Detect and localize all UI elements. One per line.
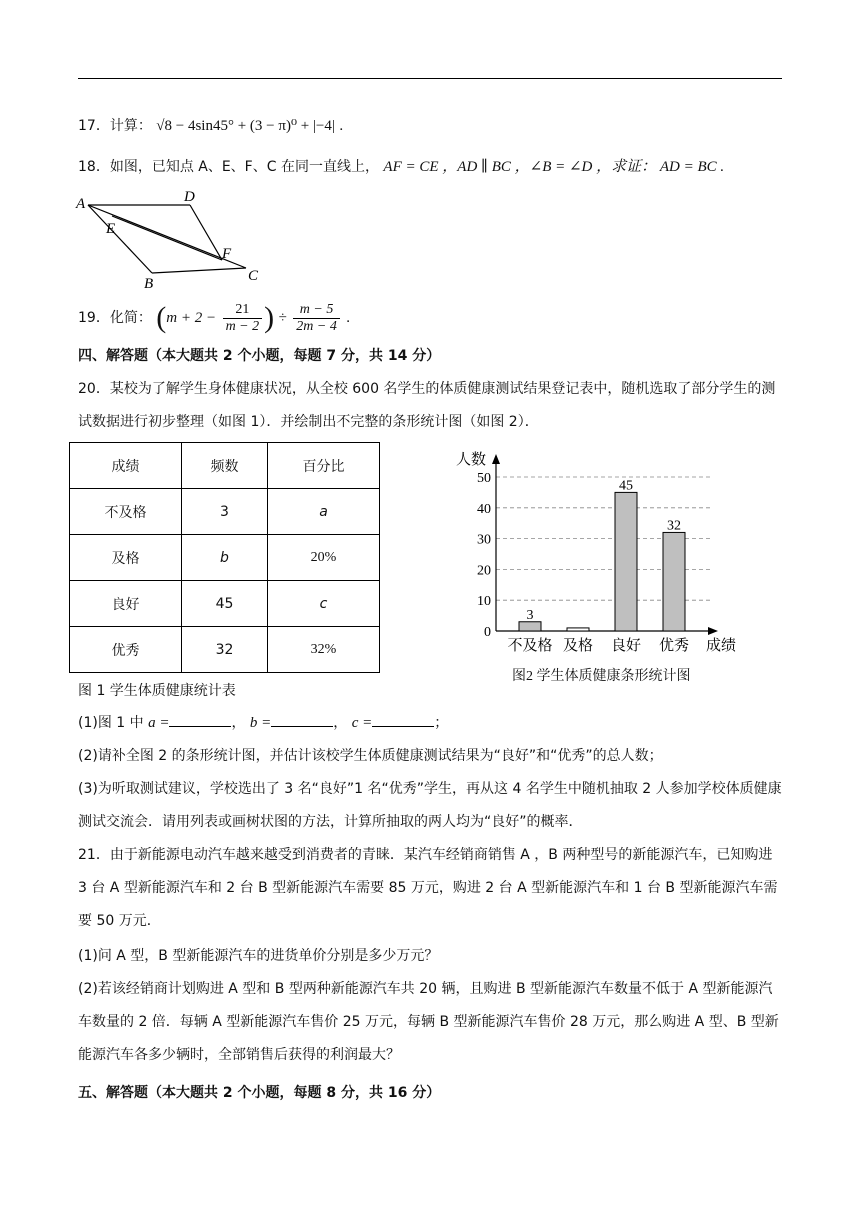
- table-cell: c: [268, 581, 380, 627]
- point-label-b: B: [144, 276, 154, 292]
- q19-expr-left: m + 2 −: [166, 310, 217, 326]
- table-row: [70, 627, 380, 673]
- q19-divide: ÷: [278, 310, 287, 326]
- table-cell: 不及格: [70, 489, 182, 535]
- q17-end: .: [339, 118, 344, 134]
- section-4-heading: 四、解答题（本大题共 2 个小题，每题 7 分，共 14 分）: [78, 348, 441, 364]
- segment-bc: [152, 268, 246, 273]
- table-header-row: [70, 443, 380, 489]
- q19-f2-denominator: 2m − 4: [296, 318, 337, 334]
- point-label-e: E: [106, 221, 116, 237]
- q18-conditions: AF = CE ，AD ∥ BC ，∠B = ∠D ，求证： AD = BC .: [383, 159, 725, 175]
- y-tick-label: 0: [484, 625, 491, 640]
- q19-open-paren: (: [156, 301, 167, 334]
- q20-sub1: [78, 712, 448, 733]
- bar-data-label: 3: [526, 607, 534, 623]
- q17-expression: √8 − 4sin45° + (3 − π)⁰ + |−4|: [156, 118, 335, 134]
- section-5-heading: 五、解答题（本大题共 2 个小题，每题 8 分，共 16 分）: [78, 1085, 441, 1101]
- bar: [615, 492, 637, 631]
- bar: [567, 628, 589, 631]
- table-header: 百分比: [268, 443, 380, 489]
- q18-text: 18．如图，已知点 A、E、F、C 在同一直线上，: [78, 159, 379, 175]
- x-tick-label: 及格: [562, 636, 594, 654]
- q20-sub1-sep: ，: [333, 715, 348, 731]
- q20-sub1-b-label: b =: [249, 715, 272, 731]
- point-label-d: D: [184, 189, 195, 205]
- x-axis-title: 成绩: [706, 636, 737, 654]
- table-cell: 32: [182, 627, 268, 673]
- q19-label: 19．化简：: [78, 310, 152, 326]
- table-row: [70, 489, 380, 535]
- q21-sub2: (2)若该经销商计划购进 A 型和 B 型两种新能源汽车共 20 辆，且购进 B 型新能源汽车数量不低于 A 型新能源汽车数量的 2 倍．每辆 A 型新能源汽车售价 25 万元，每辆 B 型新能源汽车售价 28 万元，那么购进 A 型、B 型新能源汽车各多少辆时，全部销售后获得的利润最大？: [78, 981, 779, 1063]
- q19-f2-numerator: m − 5: [293, 302, 340, 319]
- blank-a[interactable]: [169, 712, 231, 727]
- q19-close-paren: ): [264, 301, 275, 334]
- q20-sub1-sep: ，: [231, 715, 246, 731]
- table-cell: b: [182, 535, 268, 581]
- q20-sub1-prefix: (1)图 1 中: [78, 715, 144, 731]
- q17-label: 17．计算：: [78, 118, 152, 134]
- table-row: [70, 581, 380, 627]
- q20-sub1-c-label: c =: [351, 715, 373, 731]
- q20-sub2: (2)请补全图 2 的条形统计图，并估计该校学生体质健康测试结果为“良好”和“优秀”的总人数；: [78, 748, 663, 764]
- bar: [663, 532, 685, 631]
- blank-c[interactable]: [372, 712, 434, 727]
- y-axis-arrow: [492, 454, 500, 464]
- x-tick-label: 不及格: [507, 636, 553, 654]
- question-20-intro: 20．某校为了解学生身体健康状况，从全校 600 名学生的体质健康测试结果登记表中，随机选取了部分学生的测试数据进行初步整理（如图 1）．并绘制出不完整的条形统计图（如图 2）．: [78, 381, 776, 430]
- x-tick-label: 良好: [610, 636, 642, 654]
- bar: [519, 622, 541, 631]
- table-row: [70, 535, 380, 581]
- table-cell: 3: [182, 489, 268, 535]
- question-17: [78, 116, 343, 136]
- q21-sub1: (1)问 A 型，B 型新能源汽车的进货单价分别是多少万元？: [78, 948, 439, 964]
- point-label-a: A: [76, 196, 86, 212]
- table-header: 成绩: [70, 443, 182, 489]
- y-tick-label: 40: [477, 501, 491, 517]
- blank-b[interactable]: [271, 712, 333, 727]
- q19-f1-denominator: m − 2: [225, 318, 260, 334]
- y-axis-title: 人数: [456, 450, 487, 468]
- q20-sub3: (3)为听取测试建议，学校选出了 3 名“良好”1 名“优秀”学生，再从这 4 名学生中随机抽取 2 人参加学校体质健康测试交流会．请用列表或画树状图的方法，计算所抽取的两人均为“良好”的概率．: [78, 781, 782, 830]
- point-label-f: F: [222, 246, 232, 262]
- table-cell: a: [268, 489, 380, 535]
- segment-ab: [88, 205, 152, 273]
- table-cell: 良好: [70, 581, 182, 627]
- q19-fraction-2: [293, 302, 340, 335]
- x-axis-arrow: [708, 627, 718, 635]
- segment-ef: [112, 216, 222, 260]
- q19-end: .: [346, 310, 351, 326]
- table-header: 频数: [182, 443, 268, 489]
- y-tick-label: 50: [477, 471, 491, 486]
- bar-data-label: 45: [619, 478, 633, 494]
- table-cell: 优秀: [70, 627, 182, 673]
- table-cell: 32%: [268, 627, 380, 673]
- point-label-c: C: [248, 268, 259, 284]
- table-cell: 45: [182, 581, 268, 627]
- table-cell: 及格: [70, 535, 182, 581]
- health-stat-table: [69, 442, 380, 673]
- q20-sub1-end: ；: [434, 715, 449, 731]
- x-tick-label: 优秀: [658, 636, 690, 654]
- header-rule: [78, 78, 782, 79]
- y-tick-label: 20: [477, 563, 491, 579]
- q18-figure: [74, 186, 274, 292]
- q19-f1-numerator: 21: [223, 302, 263, 319]
- question-18: [78, 157, 724, 177]
- table-cell: 20%: [268, 535, 380, 581]
- q19-fraction-1: [223, 302, 263, 335]
- bar-chart: [452, 446, 752, 660]
- figure-1-caption: 图 1 学生体质健康统计表: [78, 683, 236, 699]
- bar-data-label: 32: [667, 518, 681, 534]
- q20-sub1-a-label: a =: [148, 715, 170, 731]
- question-21: 21．由于新能源电动汽车越来越受到消费者的青睐．某汽车经销商销售 A ，B 两种型号的新能源汽车，已知购进 3 台 A 型新能源汽车和 2 台 B 型新能源汽车需要 85 万元，购进 2 台 A 型新能源汽车和 1 台 B 型新能源汽车需要 50 万元．: [78, 847, 778, 929]
- figure-2-caption: 图2 学生体质健康条形统计图: [512, 669, 691, 684]
- y-tick-label: 10: [477, 594, 491, 610]
- question-19: [78, 300, 350, 336]
- y-tick-label: 30: [477, 532, 491, 548]
